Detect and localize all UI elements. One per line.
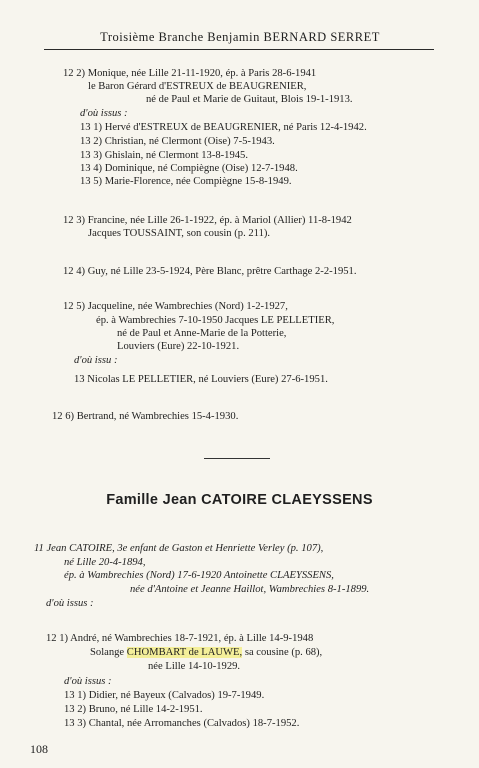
section-title: Famille Jean CATOIRE CLAEYSSENS bbox=[106, 492, 373, 508]
entry-line: né de Paul et Anne-Marie de la Potterie, bbox=[117, 328, 287, 339]
entry-line: né Lille 20-4-1894, bbox=[64, 557, 146, 568]
entry-line: 12 5) Jacqueline, née Wambrechies (Nord) 1-2-1927, bbox=[63, 301, 288, 312]
entry-line: 13 3) Chantal, née Arromanches (Calvados) 18-7-1952. bbox=[64, 718, 300, 729]
entry-line: 12 1) André, né Wambrechies 18-7-1921, ép. à Lille 14-9-1948 bbox=[46, 633, 314, 644]
entry-line: 12 6) Bertrand, né Wambrechies 15-4-1930. bbox=[52, 411, 239, 422]
entry-line: le Baron Gérard d'ESTREUX de BEAUGRENIER, bbox=[88, 81, 307, 92]
entry-line: d'où issus : bbox=[46, 598, 94, 609]
entry-line: 13 1) Hervé d'ESTREUX de BEAUGRENIER, né Paris 12-4-1942. bbox=[80, 122, 367, 133]
entry-line: 12 4) Guy, né Lille 23-5-1924, Père Blanc, prêtre Carthage 2-2-1951. bbox=[63, 266, 357, 277]
entry-text: sa cousine (p. 68), bbox=[242, 647, 323, 658]
entry-line: Louviers (Eure) 22-10-1921. bbox=[117, 341, 240, 352]
entry-line: d'où issus : bbox=[80, 108, 128, 119]
highlighted-name: CHOMBART de LAUWE, bbox=[126, 647, 243, 658]
entry-line: née Lille 14-10-1929. bbox=[148, 661, 241, 672]
entry-line: Jacques TOUSSAINT, son cousin (p. 211). bbox=[88, 228, 271, 239]
entry-line: ép. à Wambrechies 7-10-1950 Jacques LE PELLETIER, bbox=[96, 315, 335, 326]
entry-text: Solange bbox=[90, 647, 127, 658]
entry-line: d'où issus : bbox=[64, 676, 112, 687]
entry-line: d'où issu : bbox=[74, 355, 118, 366]
entry-line: 12 3) Francine, née Lille 26-1-1922, ép. à Mariol (Allier) 11-8-1942 bbox=[63, 215, 352, 226]
entry-line: 13 2) Christian, né Clermont (Oise) 7-5-1943. bbox=[80, 136, 275, 147]
entry-line: 13 3) Ghislain, né Clermont 13-8-1945. bbox=[80, 150, 249, 161]
entry-line: 13 5) Marie-Florence, née Compiègne 15-8-1949. bbox=[80, 176, 292, 187]
entry-line: 13 4) Dominique, né Compiègne (Oise) 12-7-1948. bbox=[80, 163, 298, 174]
entry-line: 13 2) Bruno, né Lille 14-2-1951. bbox=[64, 704, 203, 715]
header-rule bbox=[44, 49, 434, 50]
entry-line: né de Paul et Marie de Guitaut, Blois 19-1-1913. bbox=[146, 94, 353, 105]
entry-line: 13 1) Didier, né Bayeux (Calvados) 19-7-1949. bbox=[64, 690, 265, 701]
entry-line: 11 Jean CATOIRE, 3e enfant de Gaston et Henriette Verley (p. 107), bbox=[34, 543, 324, 554]
running-header: Troisième Branche Benjamin BERNARD SERRET bbox=[100, 30, 380, 44]
page-number: 108 bbox=[30, 742, 48, 756]
section-divider bbox=[204, 458, 270, 459]
entry-line: ép. à Wambrechies (Nord) 17-6-1920 Antoinette CLAEYSSENS, bbox=[64, 570, 334, 581]
entry-line: 13 Nicolas LE PELLETIER, né Louviers (Eure) 27-6-1951. bbox=[74, 374, 328, 385]
entry-line: 12 2) Monique, née Lille 21-11-1920, ép. à Paris 28-6-1941 bbox=[63, 68, 317, 79]
entry-line bbox=[90, 647, 322, 659]
entry-line: née d'Antoine et Jeanne Haillot, Wambrechies 8-1-1899. bbox=[130, 584, 370, 595]
